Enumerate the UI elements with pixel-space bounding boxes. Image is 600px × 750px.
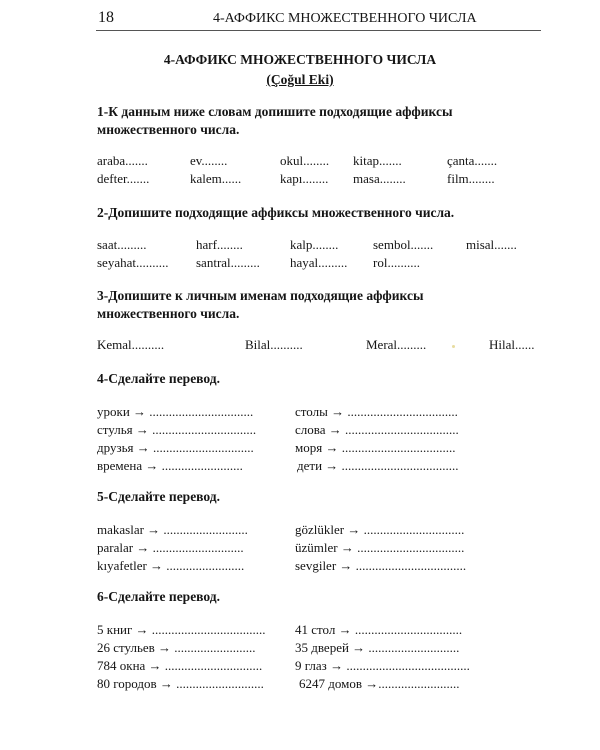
page-title: 4-АФФИКС МНОЖЕСТВЕННОГО ЧИСЛА <box>163 52 437 67</box>
exercise4-item: моря → ................................... <box>295 440 456 455</box>
exercise3-item: Bilal.......... <box>245 337 303 352</box>
exercise6-item: 9 глаз → ...................................... <box>295 658 470 673</box>
exercise5-item: makaslar → .......................... <box>97 522 248 537</box>
exercise5-item: gözlükler → ............................... <box>295 522 465 537</box>
exercise2-item: seyahat.......... <box>97 255 169 270</box>
exercise1-instruction-line2: множественного числа. <box>97 122 240 137</box>
exercise1-item: defter....... <box>97 171 150 186</box>
exercise6-item: 26 стульев → ......................... <box>97 640 256 655</box>
exercise5-item: sevgiler → .................................. <box>295 558 467 573</box>
exercise1-item: araba....... <box>97 153 148 168</box>
exercise3-item: Kemal.......... <box>97 337 165 352</box>
exercise4-item: друзья → ............................... <box>97 440 254 455</box>
exercise1-item: ev........ <box>190 153 228 168</box>
exercise5-item: kıyafetler → ........................ <box>97 558 245 573</box>
exercise6-item: 41 стол → ................................. <box>295 622 463 637</box>
scan-speck <box>452 345 455 348</box>
exercise2-item: rol.......... <box>373 255 420 270</box>
exercise2-item: misal....... <box>466 237 517 252</box>
exercise3-item: Hilal...... <box>489 337 535 352</box>
exercise6-item: 6247 домов →......................... <box>299 676 460 691</box>
running-title: 4-АФФИКС МНОЖЕСТВЕННОГО ЧИСЛА <box>213 11 477 26</box>
exercise1-item: masa........ <box>353 171 406 186</box>
exercise4-item: столы → .................................. <box>295 404 458 419</box>
exercise5-item: üzümler → ................................. <box>295 540 465 555</box>
exercise5-item: paralar → ............................ <box>97 540 244 555</box>
exercise6-item: 784 окна → .............................. <box>97 658 263 673</box>
page-subtitle: (Çoğul Eki) <box>266 72 334 87</box>
exercise4-item: слова → ................................... <box>295 422 459 437</box>
exercise2-item: harf........ <box>196 237 243 252</box>
exercise6-instruction: 6-Сделайте перевод. <box>97 589 220 604</box>
exercise1-instruction-line1: 1-К данным ниже словам допишите подходящие аффиксы <box>97 104 453 119</box>
header-rule <box>96 30 541 31</box>
page-number: 18 <box>98 9 114 26</box>
exercise3-instruction-line1: 3-Допишите к личным именам подходящие аффиксы <box>97 288 424 303</box>
exercise3-instruction-line2: множественного числа. <box>97 306 240 321</box>
exercise2-item: santral......... <box>196 255 260 270</box>
exercise6-item: 5 книг → ................................... <box>97 622 266 637</box>
exercise3-item: Meral......... <box>366 337 427 352</box>
exercise2-item: kalp........ <box>290 237 339 252</box>
exercise4-item: дети → .................................... <box>297 458 459 473</box>
exercise2-item: sembol....... <box>373 237 434 252</box>
exercise1-item: okul........ <box>280 153 330 168</box>
exercise5-instruction: 5-Сделайте перевод. <box>97 489 220 504</box>
exercise4-item: стулья → ................................ <box>97 422 257 437</box>
exercise1-item: film........ <box>447 171 495 186</box>
exercise6-item: 35 дверей → ............................ <box>295 640 460 655</box>
exercise2-item: saat......... <box>97 237 147 252</box>
exercise4-item: уроки → ................................ <box>97 404 254 419</box>
exercise2-item: hayal......... <box>290 255 348 270</box>
exercise1-item: kalem...... <box>190 171 242 186</box>
exercise1-item: kitap....... <box>353 153 402 168</box>
exercise1-item: kapı........ <box>280 171 329 186</box>
exercise1-item: çanta....... <box>447 153 498 168</box>
exercise4-instruction: 4-Сделайте перевод. <box>97 371 220 386</box>
exercise4-item: времена → ......................... <box>97 458 243 473</box>
exercise2-instruction: 2-Допишите подходящие аффиксы множественного числа. <box>97 205 455 220</box>
exercise6-item: 80 городов → ........................... <box>97 676 264 691</box>
